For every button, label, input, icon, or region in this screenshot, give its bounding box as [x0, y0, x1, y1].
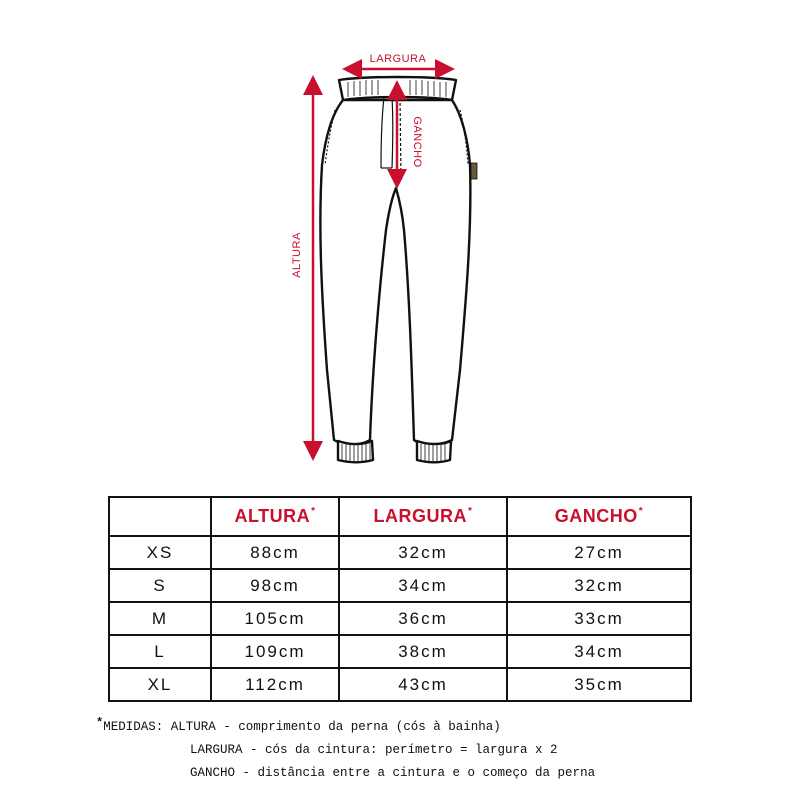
table-row: [109, 635, 691, 668]
right-cuff: [417, 441, 451, 462]
note-line-2: LARGURA - cós da cintura: perímetro = largura x 2: [190, 743, 558, 757]
cell-altura: 98cm: [211, 569, 339, 602]
table-row: [109, 602, 691, 635]
cell-size: M: [109, 602, 211, 635]
size-chart-table: [108, 496, 692, 702]
note-line-3: GANCHO - distância entre a cintura e o começo da perna: [190, 766, 596, 780]
cell-largura: 32cm: [339, 536, 507, 569]
pants-body: [320, 100, 470, 445]
cell-gancho: 33cm: [507, 602, 691, 635]
cell-altura: 112cm: [211, 668, 339, 701]
cell-gancho: 32cm: [507, 569, 691, 602]
largura-label: LARGURA: [369, 53, 427, 65]
cell-altura: 109cm: [211, 635, 339, 668]
cell-gancho: 27cm: [507, 536, 691, 569]
header-gancho: GANCHO*: [507, 497, 691, 536]
measurement-notes: [96, 712, 595, 785]
cell-size: XL: [109, 668, 211, 701]
left-cuff: [338, 441, 373, 462]
gancho-label: GANCHO: [411, 116, 423, 168]
cell-size: S: [109, 569, 211, 602]
table-row: [109, 536, 691, 569]
note-line-1: [96, 712, 595, 739]
cell-altura: 105cm: [211, 602, 339, 635]
cell-gancho: 34cm: [507, 635, 691, 668]
table-row: [109, 668, 691, 701]
cell-size: XS: [109, 536, 211, 569]
note-text: MEDIDAS: ALTURA - comprimento da perna (cós à bainha): [103, 720, 501, 734]
cell-largura: 36cm: [339, 602, 507, 635]
altura-label: ALTURA: [291, 232, 303, 278]
cell-size: L: [109, 635, 211, 668]
header-size: [109, 497, 211, 536]
cell-largura: 38cm: [339, 635, 507, 668]
header-largura: LARGURA*: [339, 497, 507, 536]
pants-outline: [320, 77, 470, 462]
cell-altura: 88cm: [211, 536, 339, 569]
table-row: [109, 569, 691, 602]
table-header-row: [109, 497, 691, 536]
brand-tag: [471, 163, 477, 179]
cell-largura: 34cm: [339, 569, 507, 602]
header-altura: ALTURA*: [211, 497, 339, 536]
note-asterisk: *: [96, 716, 104, 730]
cell-largura: 43cm: [339, 668, 507, 701]
cell-gancho: 35cm: [507, 668, 691, 701]
